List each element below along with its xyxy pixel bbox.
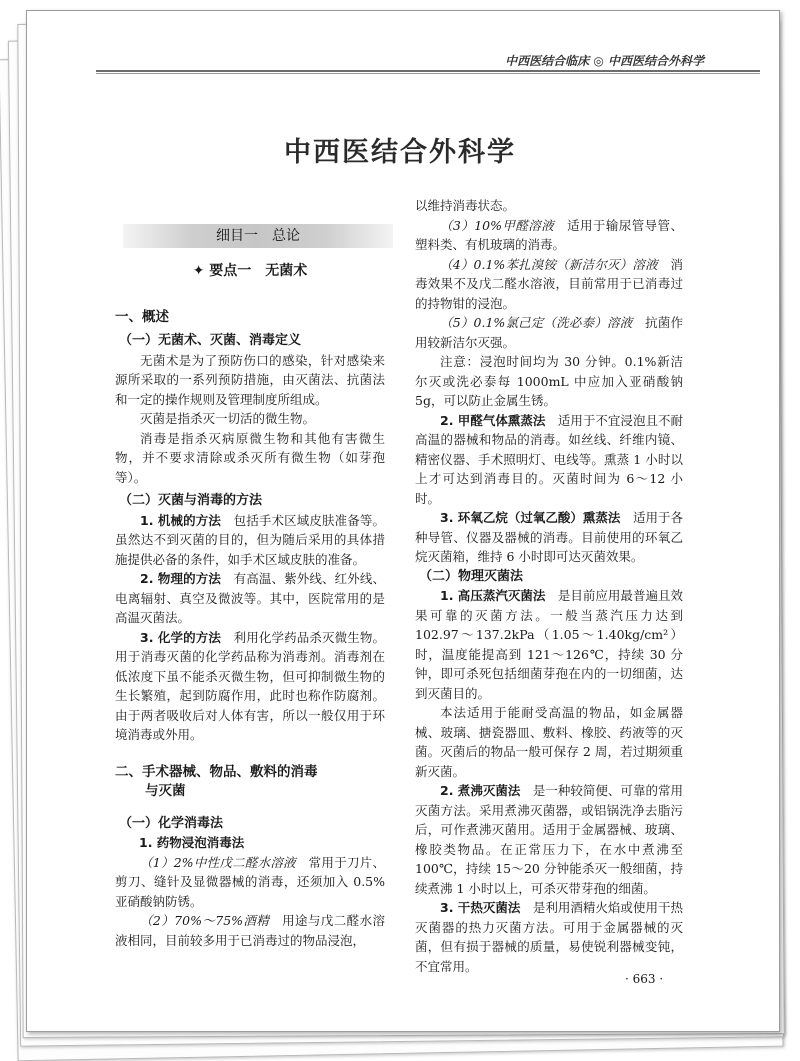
term: 3. 化学的方法 [140, 629, 222, 645]
paragraph [415, 898, 683, 976]
subsection-heading: （二）物理灭菌法 [419, 568, 524, 584]
term: 1. 机械的方法 [140, 512, 222, 528]
section-heading-cont: 与灭菌 [145, 783, 186, 799]
section-banner: 细目一 总论 [123, 224, 393, 248]
header-rule [96, 70, 760, 72]
term-text: 用途与戊二醛水溶液相同，目前较多用于已消毒过的物品浸泡， [115, 913, 385, 948]
term-text: 适用于各种导管、仪器及器械的消毒。目前使用的环氧乙烷灭菌箱，维持 6 小时即可达灭菌效果。 [415, 510, 683, 564]
subsection-heading: （一）无菌术、灭菌、消毒定义 [119, 333, 302, 348]
paragraph [115, 569, 385, 628]
paragraph: 本法适用于能耐受高温的物品，如金属器械、玻璃、搪瓷器皿、敷料、橡胶、药液等的灭菌。灭菌后的物品一般可保存 2 周，若过期须重新灭菌。 [415, 705, 683, 779]
term-text: 是利用酒精火焰或使用干热灭菌器的热力灭菌方法。可用于金属器械的灭菌，但有损于器械的质量，易使锐利器械变钝，不宜常用。 [415, 900, 683, 974]
term-text: 利用化学药品杀灭微生物。用于消毒灭菌的化学药品称为消毒剂。消毒剂在低浓度下虽不能杀灭微生物，但可抑制微生物的生长繁殖，起到防腐作用，此时也称作防腐剂。由于两者吸收后对人体有害，所以一般仅用于环境消毒或外用。 [115, 629, 385, 742]
paragraph [415, 411, 683, 509]
sub-subsection-heading: 1. 药物浸泡消毒法 [139, 835, 245, 850]
paragraph [415, 313, 683, 352]
term: （1）2%中性戊二醛水溶液 [140, 854, 296, 870]
header-rule [96, 73, 760, 74]
term: （3）10%甲醛溶液 [440, 217, 555, 233]
term: 2. 煮沸灭菌法 [440, 783, 521, 798]
point-heading: ✦ 要点一 无菌术 [192, 263, 308, 279]
paragraph: 灭菌是指杀灭一切活的微生物。 [140, 411, 316, 426]
term: 1. 高压蒸汽灭菌法 [440, 588, 546, 603]
term: （5）0.1%氯己定（洗必泰）溶液 [440, 315, 633, 330]
subsection-heading: （一）化学消毒法 [119, 815, 224, 831]
paragraph [115, 511, 385, 570]
term: 3. 环氧乙烷（过氧乙酸）熏蒸法 [440, 510, 621, 525]
paragraph [415, 508, 683, 567]
section-heading: 二、手术器械、物品、敷料的消毒 [115, 763, 318, 780]
right-column [415, 196, 683, 976]
paragraph: 注意：浸泡时间均为 30 分钟。0.1%新洁尔灭或洗必泰每 1000mL 中应加入亚硝酸钠 5g，可以防止金属生锈。 [415, 354, 683, 408]
term-text: 是目前应用最普遍且效果可靠的灭菌方法。一般当蒸汽压力达到 102.97～137.2kPa（1.05～1.40kg/cm²）时，温度能提高到 121～126℃，持续 30 分钟，即可杀死包括细菌芽孢在内的一切细菌，达到灭菌目的。 [415, 588, 683, 701]
paragraph [415, 255, 683, 314]
term-text: 适用于不宜浸泡且不耐高温的器械和物品的消毒。如丝线、纤维内镜、精密仪器、手术照明灯、电线等。熏蒸 1 小时以上才可达到消毒目的。灭菌时间为 6～12 小时。 [415, 412, 683, 506]
term: （4）0.1%苯扎溴铵（新洁尔灭）溶液 [440, 256, 658, 272]
page-title: 中西医结合外科学 [284, 137, 516, 168]
paragraph: 消毒是指杀灭病原微生物和其他有害微生物，并不要求清除或杀灭所有微生物（如芽孢等）。 [115, 430, 385, 485]
term-text: 适用于输尿管导管、塑料类、有机玻璃的消毒。 [415, 217, 683, 252]
term-text: 是一种较简便、可靠的常用灭菌方法。采用煮沸灭菌器，或铝锅洗净去脂污后，可作煮沸灭菌用。适用于金属器械、玻璃、橡胶类物品。在正常压力下，在水中煮沸至 100℃，持续 15～20 分钟能杀灭一般细菌，持续煮沸 1 小时以上，可杀灭带芽孢的细菌。 [415, 783, 683, 896]
paragraph [415, 781, 683, 898]
paragraph [115, 911, 385, 950]
paragraph: 以维持消毒状态。 [415, 198, 516, 213]
section-heading: 一、概述 [115, 308, 169, 325]
subsection-heading: （二）灭菌与消毒的方法 [119, 493, 263, 508]
term: （2）70%～75%酒精 [140, 913, 270, 928]
running-head: 中西医结合临床 ◎ 中西医结合外科学 [505, 54, 704, 68]
term: 3. 干热灭菌法 [440, 900, 521, 915]
term-text: 抗菌作用较新洁尔灭强。 [415, 315, 683, 350]
term: 2. 物理的方法 [140, 571, 222, 586]
left-column [115, 224, 385, 950]
paragraph: 无菌术是为了预防伤口的感染，针对感染来源所采取的一系列预防措施，由灭菌法、抗菌法和一定的操作规则及管理制度所组成。 [115, 352, 385, 407]
paragraph [115, 853, 385, 912]
term: 2. 甲醛气体熏蒸法 [440, 412, 546, 428]
term-text: 包括手术区域皮肤准备等。虽然达不到灭菌的目的，但为随后采用的具体措施提供必备的条件，如手术区域皮肤的准备。 [115, 512, 385, 567]
term-text: 常用于刀片、剪刀、缝针及显微器械的消毒，还须加入 0.5%亚硝酸钠防锈。 [115, 854, 385, 909]
term-text: 消毒效果不及戊二醛水溶液，目前常用于已消毒过的持物钳的浸泡。 [415, 256, 683, 311]
paragraph [415, 216, 683, 255]
paragraph [415, 586, 683, 703]
paragraph [115, 628, 385, 745]
page-number: · 663 · [625, 972, 664, 986]
term-text: 有高温、紫外线、红外线、电离辐射、真空及微波等。其中，医院常用的是高温灭菌法。 [115, 571, 385, 625]
